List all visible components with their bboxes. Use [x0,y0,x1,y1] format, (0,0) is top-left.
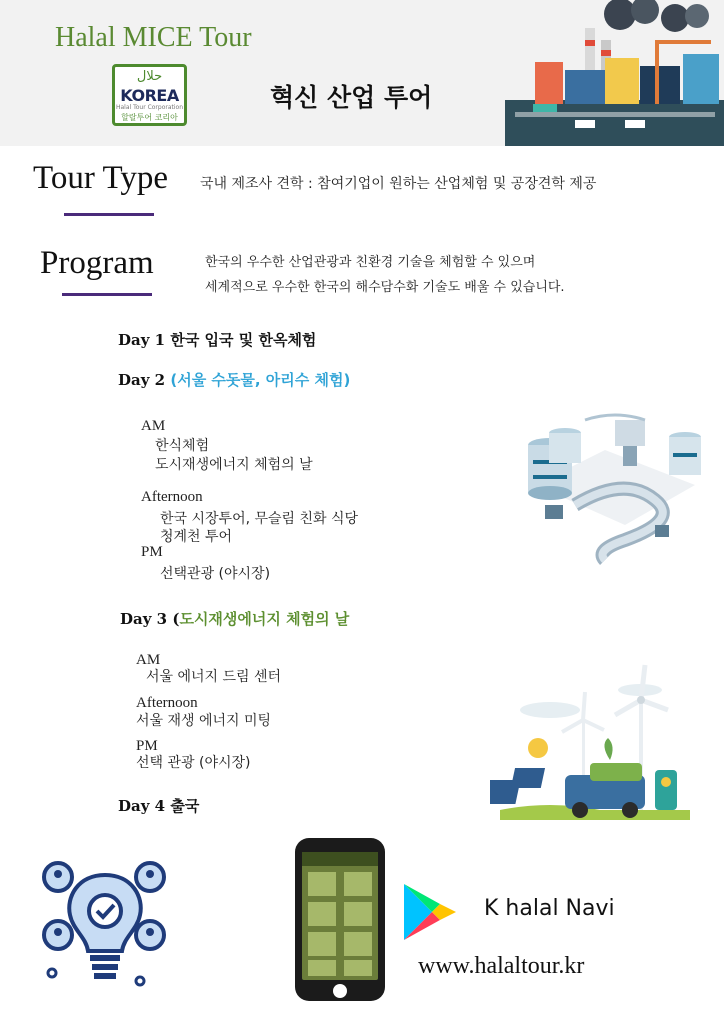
day2-afternoon-item-1: 한국 시장투어, 무슬림 친화 식당 [160,511,359,527]
day2-am-label: AM [141,418,166,434]
day2-pm-label: PM [141,544,163,560]
day3-am-label: AM [136,652,161,668]
logo-subtitle: Halal Tour Corporation [115,104,184,111]
brand-title: Halal MICE Tour [55,22,252,53]
tour-type-title: Tour Type [33,160,168,196]
halal-korea-logo [112,64,187,126]
logo-korean-text: 할랄투어 코리아 [121,113,178,122]
day2-title: (서울 수돗물, 아리수 체험) [170,371,351,389]
day1-title: 한국 입국 및 한옥체험 [170,331,317,349]
website-link[interactable]: www.halaltour.kr [418,953,585,979]
day4-label: Day 4 [118,797,166,815]
tour-type-underline [64,213,154,216]
day3-pm-label: PM [136,738,158,754]
logo-korea-text: KOREA [120,86,179,105]
day2-afternoon-item-2: 청계천 투어 [160,529,233,545]
program-line-1: 한국의 우수한 산업관광과 친환경 기술을 체험할 수 있으며 [205,255,536,270]
day2-label: Day 2 [118,371,166,389]
day1-heading [118,329,316,350]
renewable-energy-icon [490,660,700,830]
day3-heading [120,608,349,629]
app-name: K halal Navi [484,896,615,921]
industrial-plant-icon [505,405,710,565]
day2-am-item-2: 도시재생에너지 체험의 날 [155,457,313,473]
app-screenshot [302,852,378,980]
program-title: Program [40,245,154,281]
home-button [333,984,347,998]
page-headline: 혁신 산업 투어 [270,83,433,112]
program-line-2: 세계적으로 우수한 한국의 해수담수화 기술도 배울 수 있습니다. [205,280,565,295]
lightbulb-network-icon [38,855,173,990]
play-store-icon[interactable] [400,882,458,942]
day2-afternoon-label: Afternoon [141,489,203,505]
day3-afternoon-item-1: 서울 재생 에너지 미팅 [136,713,272,729]
tour-type-description: 국내 제조사 견학 : 참여기업이 원하는 산업체험 및 공장견학 제공 [200,176,597,192]
app-grid-icon [302,852,378,980]
day4-title: 출국 [170,797,200,815]
day3-am-item-1: 서울 에너지 드림 센터 [146,669,282,685]
day3-pm-item-1: 선택 관광 (야시장) [136,755,251,771]
day2-pm-item-1: 선택관광 (야시장) [160,566,271,582]
day2-am-item-1: 한식체험 [155,438,210,454]
program-underline [62,293,152,296]
day3-paren: ( [172,610,180,628]
day2-heading [118,369,350,390]
day3-title: 도시재생에너지 체험의 날 [179,610,350,628]
smartphone-icon [295,838,385,1001]
day3-afternoon-label: Afternoon [136,695,198,711]
day4-heading [118,795,199,816]
day1-label: Day 1 [118,331,166,349]
day3-label: Day 3 [120,610,168,628]
logo-arabic-text: حلال [136,69,163,84]
factory-illustration-icon [505,0,724,146]
